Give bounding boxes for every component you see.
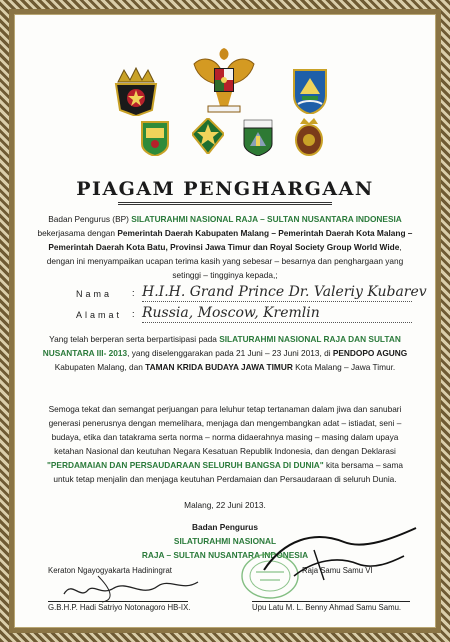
address-label: Alamat bbox=[76, 310, 123, 320]
event-name: SILATURAHMI NASIONAL RAJA DAN SULTAN NUSANTARA III- 2013 bbox=[42, 334, 401, 358]
intro-text-2: bekerjasama dengan bbox=[37, 228, 118, 238]
board-org-line2: RAJA – SULTAN NUSANTARA INDONESIA bbox=[141, 550, 309, 560]
malang-city-crest-icon bbox=[192, 118, 224, 154]
address-colon: : bbox=[132, 309, 135, 319]
crown-crest-icon bbox=[108, 64, 164, 116]
recipient-name-row bbox=[76, 284, 427, 302]
certificate-paper bbox=[14, 14, 436, 628]
name-colon: : bbox=[132, 288, 135, 298]
organizer-name: SILATURAHMI NASIONAL RAJA – SULTAN NUSANTARA INDONESIA bbox=[131, 214, 402, 224]
recipient-address-row bbox=[76, 305, 416, 323]
participation-text-4: Kota Malang – Jawa Timur. bbox=[292, 362, 396, 372]
closing-text-2: kita bersama – sama untuk tetap menjalin dan menjaga keutuhan Perdamaian dan Persaudaraan di seluruh Dunia. bbox=[53, 460, 404, 484]
right-signature-line bbox=[252, 601, 410, 602]
right-signature bbox=[254, 520, 424, 590]
partner-governments: Pemerintah Daerah Kabupaten Malang – Pemerintah Daerah Kota Malang – Pemerintah Daerah Kota Batu, Provinsi Jawa Timur dan Royal Society Group World Wide bbox=[48, 228, 413, 252]
east-java-shield-icon bbox=[290, 66, 330, 114]
royal-society-crest-icon bbox=[294, 118, 324, 156]
recipient-name: H.I.H. Grand Prince Dr. Valeriy Kubarev bbox=[142, 284, 427, 300]
board-label: Badan Pengurus bbox=[192, 522, 258, 532]
left-signature-line bbox=[48, 601, 188, 602]
venue-taman-krida: TAMAN KRIDA BUDAYA JAWA TIMUR bbox=[145, 362, 293, 372]
right-signatory-title: Raja Samu Samu VI bbox=[302, 566, 373, 575]
address-dotted-line bbox=[142, 322, 412, 323]
left-signature bbox=[58, 572, 208, 604]
participation-text-1: Yang telah berperan serta berpartisipasi pada bbox=[49, 334, 220, 344]
board-org-line1: SILATURAHMI NASIONAL bbox=[173, 536, 277, 546]
declaration-title: "PERDAMAIAN DAN PERSAUDARAAN SELURUH BANGSA DI DUNIA" bbox=[46, 460, 324, 470]
name-dotted-line bbox=[142, 301, 412, 302]
title-underline bbox=[118, 202, 332, 203]
participation-paragraph bbox=[36, 332, 414, 374]
kota-batu-crest-icon bbox=[242, 118, 274, 156]
place-date: Malang, 22 Juni 2013. bbox=[184, 500, 266, 510]
participation-text-3: Kabupaten Malang, dan bbox=[54, 362, 146, 372]
name-label: Nama bbox=[76, 289, 113, 299]
recipient-address: Russia, Moscow, Kremlin bbox=[142, 305, 320, 321]
closing-paragraph bbox=[36, 402, 414, 486]
participation-text-2: , yang diselenggarakan pada 21 Juni – 23 Juni 2013, di bbox=[127, 348, 333, 358]
closing-text-1: Semoga tekat dan semangat perjuangan para leluhur tetap tertanaman dalam jiwa dan sanubari generasi penerusnya dengan memelihara, menjaga dan mengembangkan adat – istiadat, seni – budaya, etika dan tatakrama serta norma – norma didaerahnya masing – masing dalam upaya ketahan Nasional dan keutuhan Negara Kesatuan Republik Indonesia, dan dengan Deklarasi bbox=[48, 404, 402, 456]
malang-regency-crest-icon bbox=[140, 120, 170, 156]
left-signatory-title: Keraton Ngayogyakarta Hadiningrat bbox=[48, 566, 172, 575]
intro-text-1: Badan Pengurus (BP) bbox=[48, 214, 132, 224]
venue-pendopo: PENDOPO AGUNG bbox=[332, 348, 408, 358]
garuda-emblem-icon bbox=[192, 44, 256, 118]
right-signatory-name: Upu Latu M. L. Benny Ahmad Samu Samu. bbox=[252, 603, 402, 612]
certificate-title: PIAGAM PENGHARGAAN bbox=[76, 178, 374, 200]
intro-text-3: , dengan ini menyampaikan ucapan terima kasih yang sebesar – besarnya dan penghargaan yang setinggi – tingginya kepada,; bbox=[46, 242, 404, 280]
intro-paragraph bbox=[36, 212, 414, 282]
left-signatory-name: G.B.H.P. Hadi Satriyo Notonagoro HB-IX. bbox=[48, 603, 191, 612]
title-underline-double bbox=[118, 204, 332, 205]
